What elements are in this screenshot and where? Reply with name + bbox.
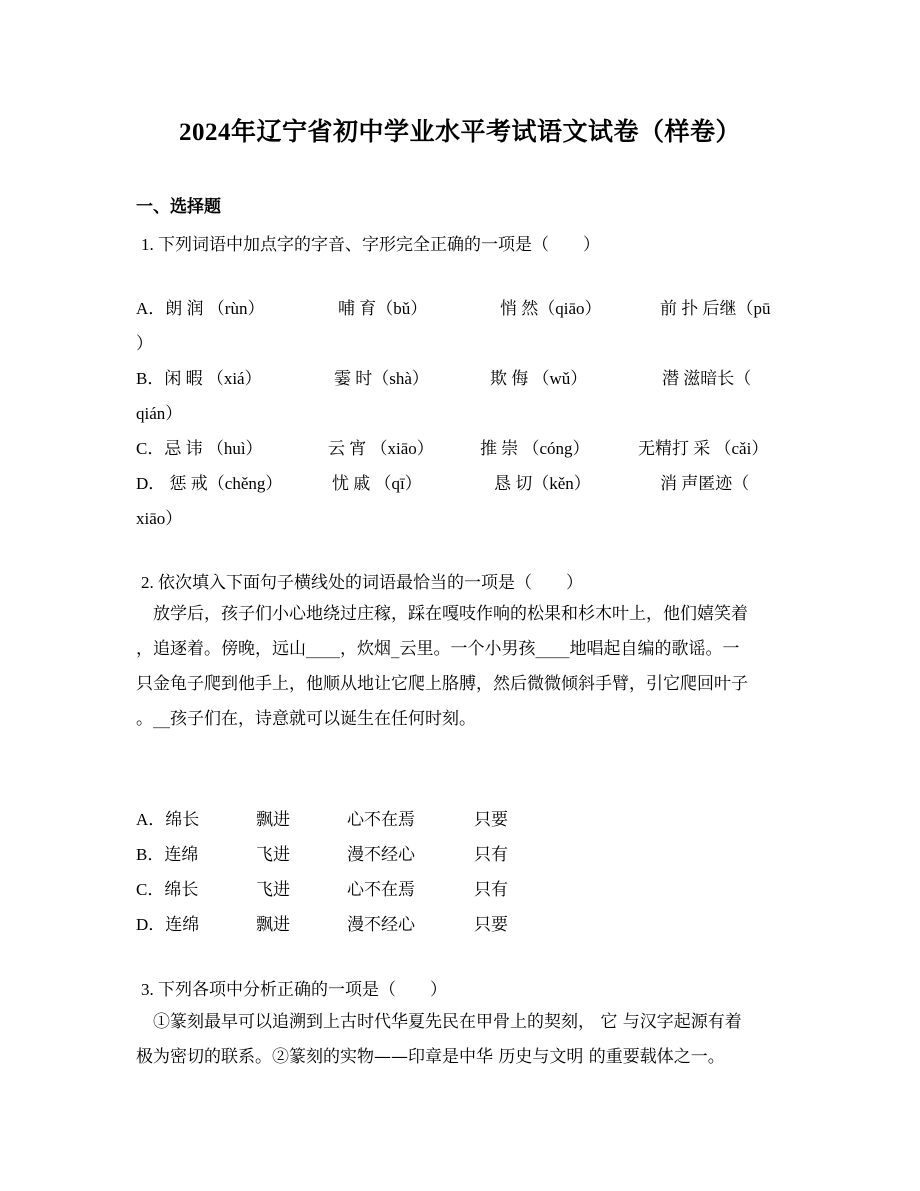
q2-option-c-cell-3: 心不在焉 — [347, 880, 415, 899]
q2-option-a-cell-3: 心不在焉 — [347, 810, 415, 829]
q2-option-d-cell-3: 漫不经心 — [347, 915, 415, 934]
passage-line: 。__孩子们在，诗意就可以诞生在任何时刻。 — [136, 709, 476, 729]
q1-option-a-cell-3: 悄 然（qiāo） — [500, 299, 602, 318]
passage-line: 只金龟子爬到他手上，他顺从地让它爬上胳膊，然后微微倾斜手臂，引它爬回叶子 — [136, 674, 748, 694]
q1-option-b-cell-4: 潜 滋暗长（ — [662, 369, 752, 388]
q1-option-a-cell-2: 哺 育（bǔ） — [338, 299, 428, 318]
passage-line: ①篆刻最早可以追溯到上古时代华夏先民在甲骨上的契刻， 它 与汉字起源有着 — [136, 1012, 742, 1032]
q1-option-b-wrap: qián） — [136, 404, 183, 423]
q2-option-b-cell-2: 飞进 — [256, 845, 290, 864]
passage-line: 放学后，孩子们小心地绕过庄稼，踩在嘎吱作响的松果和杉木叶上，他们嬉笑着 — [136, 604, 748, 624]
q2-option-a-cell-2: 飘进 — [256, 810, 290, 829]
question-2-stem: 2. 依次填入下面句子横线处的词语最恰当的一项是（ ） — [141, 573, 583, 592]
section-heading: 一、选择题 — [136, 197, 221, 216]
q2-option-c-cell-2: 飞进 — [256, 880, 290, 899]
passage-line: 极为密切的联系。②篆刻的实物——印章是中华 历史与文明 的重要载体之一。 — [136, 1047, 725, 1067]
q1-option-b-cell-2: 霎 时（shà） — [334, 369, 429, 388]
q1-option-d-cell-2: 忧 戚 （qī） — [332, 474, 422, 493]
q1-option-b-cell-1: B．闲 暇 （xiá） — [136, 369, 262, 388]
q2-option-a-cell-1: A．绵长 — [136, 810, 200, 829]
q1-option-d-cell-4: 消 声匿迹（ — [660, 474, 750, 493]
q1-option-a-cell-1: A．朗 润 （rùn） — [136, 299, 265, 318]
question-2-passage — [136, 597, 786, 737]
q1-option-c-cell-3: 推 崇 （cóng） — [480, 439, 590, 458]
q1-option-d-cell-1: D． 惩 戒（chěng） — [136, 474, 283, 493]
q1-option-d-cell-3: 恳 切（kěn） — [494, 474, 591, 493]
q1-option-a-wrap: ） — [136, 334, 153, 353]
q2-option-a-cell-4: 只要 — [474, 810, 508, 829]
q1-option-c-cell-1: C．忌 讳 （huì） — [136, 439, 263, 458]
passage-line: ，追逐着。傍晚，远山____，炊烟_云里。一个小男孩____地唱起自编的歌谣。一 — [136, 639, 740, 659]
q2-option-b-cell-3: 漫不经心 — [347, 845, 415, 864]
question-3-passage — [136, 1005, 786, 1075]
q2-option-c-cell-1: C．绵长 — [136, 880, 199, 899]
q2-option-b-cell-4: 只有 — [474, 845, 508, 864]
q1-option-a-cell-4: 前 扑 后继（pū — [660, 299, 771, 318]
page-title: 2024年辽宁省初中学业水平考试语文试卷（样卷） — [178, 119, 741, 146]
question-3-stem: 3. 下列各项中分析正确的一项是（ ） — [141, 980, 447, 999]
question-1-stem: 1. 下列词语中加点字的字音、字形完全正确的一项是（ ） — [141, 235, 600, 254]
q2-option-d-cell-2: 飘进 — [256, 915, 290, 934]
q1-option-c-cell-4: 无精打 采 （cǎi） — [638, 439, 769, 458]
q1-option-d-wrap: xiāo） — [136, 509, 183, 528]
q2-option-d-cell-1: D．连绵 — [136, 915, 200, 934]
q2-option-b-cell-1: B．连绵 — [136, 845, 199, 864]
q1-option-b-cell-3: 欺 侮 （wǔ） — [490, 369, 588, 388]
q2-option-d-cell-4: 只要 — [474, 915, 508, 934]
q2-option-c-cell-4: 只有 — [474, 880, 508, 899]
q1-option-c-cell-2: 云 宵 （xiāo） — [328, 439, 434, 458]
